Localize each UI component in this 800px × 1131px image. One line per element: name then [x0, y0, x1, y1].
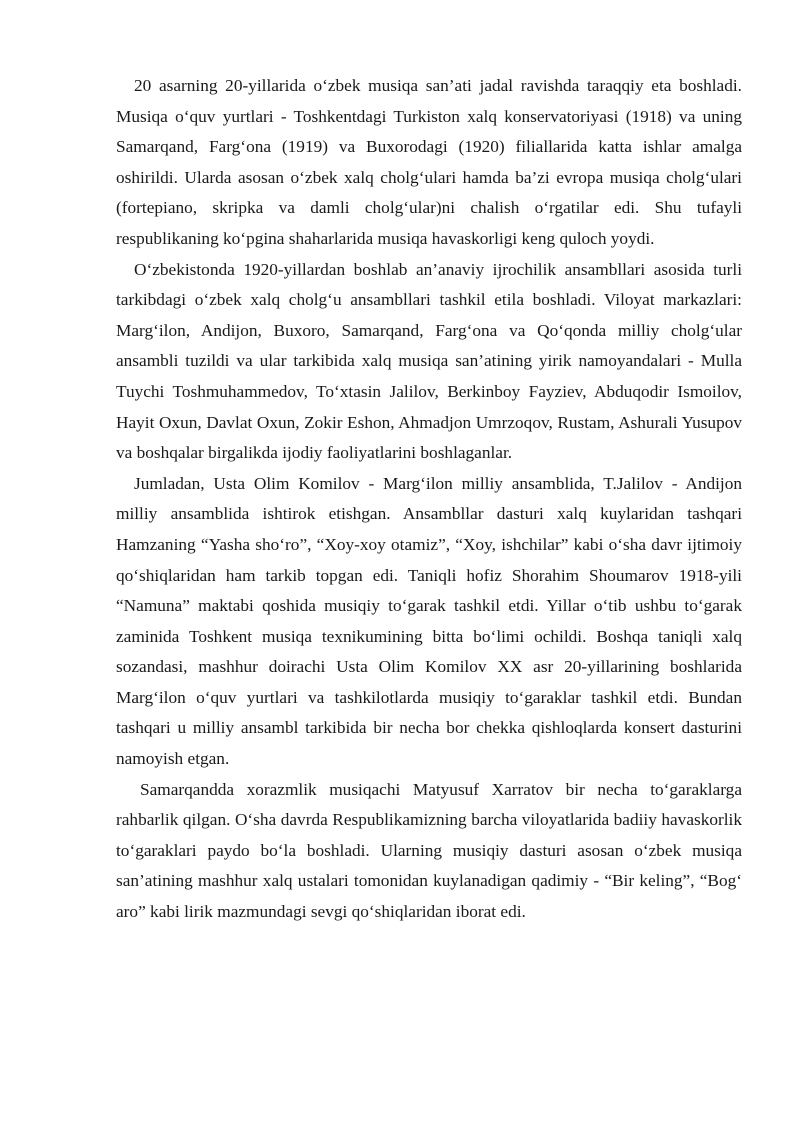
paragraph-2: O‘zbekistonda 1920-yillardan boshlab an’anaviy ijrochilik ansambllari asosida turli tarkibdagi o‘zbek xalq cholg‘u ansambllari tashkil etila boshladi. Viloyat markazlari: Marg‘ilon, Andijon, Buxoro, Samarqand, Farg‘ona va Qo‘qonda milliy cholg‘ular ansambli tuzildi va ular tarkibida xalq musiqa san’atining yirik namoyandalari - Mulla Tuychi Toshmuhammedov, To‘xtasin Jalilov, Berkinboy Fayziev, Abduqodir Ismoilov, Hayit Oxun, Davlat Oxun, Zokir Eshon, Ahmadjon Umrzoqov, Rustam, Ashurali Yusupov va boshqalar birgalikda ijodiy faoliyatlarini boshlaganlar.: [116, 259, 742, 463]
paragraph-1: 20 asarning 20-yillarida o‘zbek musiqa san’ati jadal ravishda taraqqiy eta boshladi. Musiqa o‘quv yurtlari - Toshkentdagi Turkiston xalq konservatoriyasi (1918) va uning Samarqand, Farg‘ona (1919) va Buxorodagi (1920) filiallarida katta ishlar amalga oshirildi. Ularda asosan o‘zbek xalq cholg‘ulari hamda ba’zi evropa musiqa cholg‘ulari (fortepiano, skripka va damli cholg‘ular)ni chalish o‘rgatilar edi. Shu tufayli respublikaning ko‘pgina shaharlarida musiqa havaskorligi keng quloch yoydi.: [116, 76, 742, 248]
paragraph-3: Jumladan, Usta Olim Komilov - Marg‘ilon milliy ansamblida, T.Jalilov - Andijon milliy ansamblida ishtirok etishgan. Ansambllar dasturi xalq kuylaridan tashqari Hamzaning “Yasha sho‘ro”, “Xoy-xoy otamiz”, “Xoy, ishchilar” kabi o‘sha davr ijtimoiy qo‘shiqlaridan ham tarkib topgan edi. Taniqli hofiz Shorahim Shoumarov 1918-yili “Namuna” maktabi qoshida musiqiy to‘garak tashkil etdi. Yillar o‘tib ushbu to‘garak zaminida Toshkent musiqa texnikumining bitta bo‘limi ochildi. Boshqa taniqli xalq sozandasi, mashhur doirachi Usta Olim Komilov XX asr 20-yillarining boshlarida Marg‘ilon o‘quv yurtlari va tashkilotlarda musiqiy to‘garaklar tashkil etdi. Bundan tashqari u milliy ansambl tarkibida bir necha bor chekka qishloqlarda konsert dasturini namoyish etgan.: [116, 473, 742, 769]
document-page: [116, 71, 742, 928]
paragraph-4: Samarqandda xorazmlik musiqachi Matyusuf Xarratov bir necha to‘garaklarga rahbarlik qilgan. O‘sha davrda Respublikamizning barcha viloyatlarida badiiy havaskorlik to‘garaklari paydo bo‘la boshladi. Ularning musiqiy dasturi asosan o‘zbek musiqa san’atining mashhur xalq ustalari tomonidan kuylanadigan qadimiy - “Bir keling”, “Bog‘ aro” kabi lirik mazmundagi sevgi qo‘shiqlaridan iborat edi.: [116, 779, 742, 922]
